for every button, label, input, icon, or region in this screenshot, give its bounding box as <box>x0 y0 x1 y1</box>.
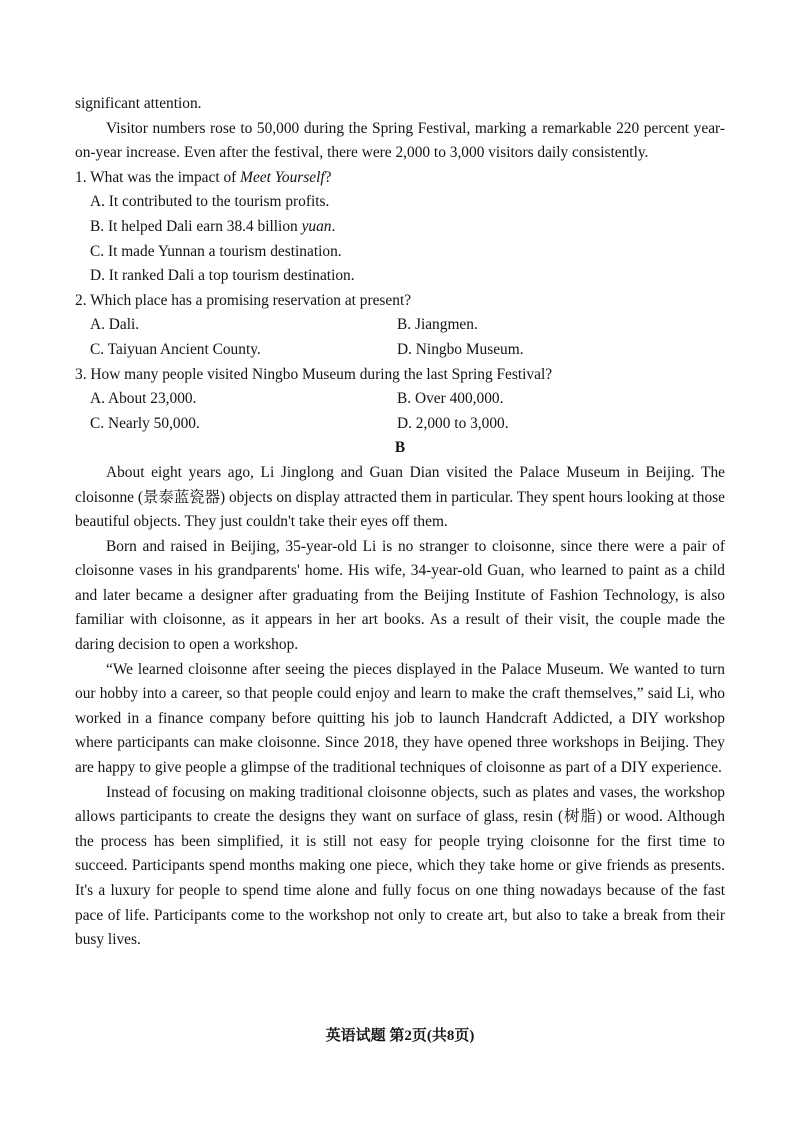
question-2-option-d: D. Ningbo Museum. <box>397 340 524 358</box>
question-3-option-d: D. 2,000 to 3,000. <box>397 414 509 432</box>
question-3-stem: 3. How many people visited Ningbo Museum during the last Spring Festival? <box>75 365 553 383</box>
section-b-paragraph: About eight years ago, Li Jinglong and Guan Dian visited the Palace Museum in Beijing. The cloisonne (景泰蓝瓷器) objects on display attracted them in particular. They spent hours looking at those beautiful objects. They just couldn't take their eyes off them. <box>75 463 725 531</box>
page-footer: 英语试题 第2页(共8页) <box>325 1028 475 1044</box>
question-2-option-a: A. Dali. <box>90 316 140 334</box>
question-3-option-a: A. About 23,000. <box>90 390 197 408</box>
passage-a-paragraph: Visitor numbers rose to 50,000 during the Spring Festival, marking a remarkable 220 percent year-on-year increase. Even after the festival, there were 2,000 to 3,000 visitors daily consistently. <box>75 119 725 162</box>
question-2-options-row-1 <box>90 313 725 338</box>
page-content <box>75 92 725 953</box>
question-3-option-b: B. Over 400,000. <box>397 390 504 408</box>
question-2-option-c: C. Taiyuan Ancient County. <box>90 340 261 358</box>
question-1-option-d: D. It ranked Dali a top tourism destination. <box>90 267 355 285</box>
section-b-paragraph: Instead of focusing on making traditional cloisonne objects, such as plates and vases, the workshop allows participants to create the designs they want on surface of glass, resin (树脂) or wood. Although the process has been simplified, it is still not easy for people trying cloisonne for the first time to succeed. Participants spend months making one piece, which they take home or give friends as presents. It's a luxury for people to spend time alone and fully focus on one thing nowadays because of the fast pace of life. Participants come to the workshop not only to create art, but also to take a break from their busy lives. <box>75 783 725 949</box>
question-2-stem: 2. Which place has a promising reservation at present? <box>75 291 412 309</box>
section-b-paragraph: “We learned cloisonne after seeing the pieces displayed in the Palace Museum. We wanted to turn our hobby into a career, so that people could enjoy and learn to make the craft themselves,” said Li, who worked in a finance company before quitting his job to launch Handcraft Addicted, a DIY workshop where participants can make cloisonne. Since 2018, they have opened three workshops in Beijing. They are happy to give people a glimpse of the traditional techniques of cloisonne as part of a DIY experience. <box>75 660 725 777</box>
section-b-paragraph: Born and raised in Beijing, 35-year-old Li is no stranger to cloisonne, since there were a pair of cloisonne vases in his grandparents' home. His wife, 34-year-old Guan, who learned to paint as a child and later became a designer after graduating from the Beijing Institute of Fashion Technology, is also familiar with cloisonne, as it appears in her art books. As a result of their visit, the couple made the daring decision to open a workshop. <box>75 537 725 654</box>
passage-a-continuation: significant attention. <box>75 95 202 112</box>
question-2-options-row-2 <box>90 338 725 363</box>
question-1-option-b: B. It helped Dali earn 38.4 billion yuan. <box>90 217 336 235</box>
question-3-options-row-2 <box>90 412 725 437</box>
question-2-option-b: B. Jiangmen. <box>397 316 478 334</box>
question-3-options-row-1 <box>90 387 725 412</box>
question-1-option-c: C. It made Yunnan a tourism destination. <box>90 242 342 260</box>
question-1-stem: 1. What was the impact of Meet Yourself? <box>75 168 332 186</box>
question-1-option-a: A. It contributed to the tourism profits. <box>90 193 330 211</box>
section-b-heading: B <box>394 439 406 457</box>
question-3-option-c: C. Nearly 50,000. <box>90 414 200 432</box>
